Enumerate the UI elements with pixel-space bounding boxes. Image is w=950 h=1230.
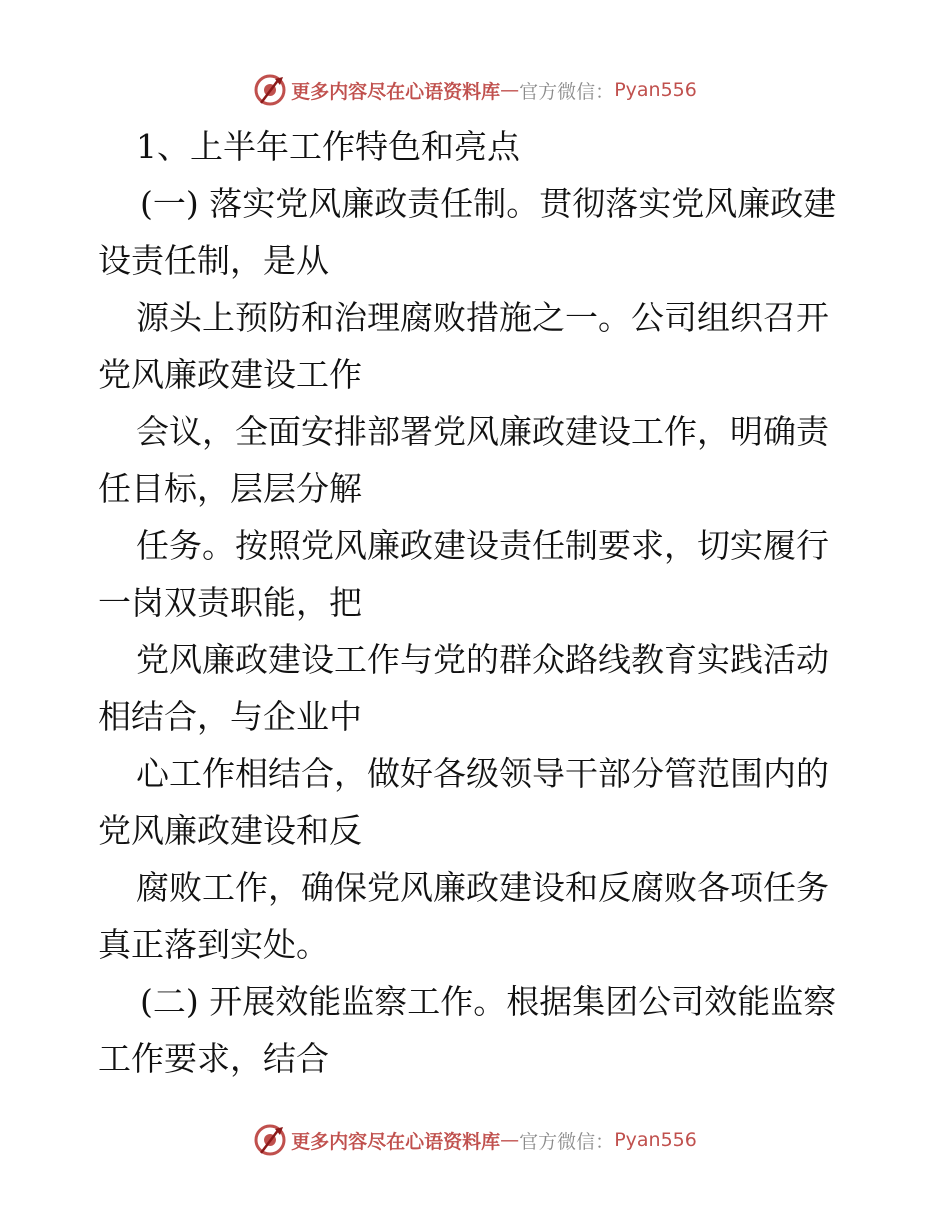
paragraph-line: (二) 开展效能监察工作。根据集团公司效能监察 [140, 982, 837, 1021]
paragraph-line: 真正落到实处。 [98, 925, 329, 964]
banner-official-label: 官方微信： [519, 1130, 615, 1153]
paragraph-line: 腐败工作，确保党风廉政建设和反腐败各项任务 [136, 868, 829, 907]
paragraph-line: 一岗双责职能，把 [98, 583, 362, 622]
quill-logo-icon [253, 73, 287, 107]
paragraph-line: 心工作相结合，做好各级领导干部分管范围内的 [136, 754, 829, 793]
banner-dash: — [500, 79, 520, 101]
header-banner [0, 70, 950, 110]
paragraph-line: 相结合，与企业中 [98, 697, 362, 736]
paragraph-line: 任目标，层层分解 [98, 469, 362, 508]
banner-official-label: 官方微信： [519, 80, 615, 103]
banner-lead-text: 更多内容尽在心语资料库 [291, 80, 501, 103]
paragraph-line: 党风廉政建设工作与党的群众路线教育实践活动 [136, 640, 829, 679]
document-body [98, 118, 858, 1087]
paragraph-line: 党风廉政建设工作 [98, 355, 362, 394]
banner-wechat-handle: Pyan556 [614, 79, 697, 101]
paragraph-line: 党风廉政建设和反 [98, 811, 362, 850]
paragraph-line: 设责任制，是从 [98, 241, 329, 280]
paragraph-line: 源头上预防和治理腐败措施之一。公司组织召开 [136, 298, 829, 337]
footer-banner [0, 1120, 950, 1160]
paragraph-line: 工作要求，结合 [98, 1039, 329, 1078]
quill-logo-icon [253, 1123, 287, 1157]
section-heading: 1、上半年工作特色和亮点 [136, 127, 520, 166]
banner-wechat-handle: Pyan556 [614, 1129, 697, 1151]
paragraph-line: (一) 落实党风廉政责任制。贯彻落实党风廉政建 [140, 184, 837, 223]
paragraph-line: 任务。按照党风廉政建设责任制要求，切实履行 [136, 526, 829, 565]
banner-dash: — [500, 1129, 520, 1151]
paragraph-line: 会议，全面安排部署党风廉政建设工作，明确责 [136, 412, 829, 451]
banner-lead-text: 更多内容尽在心语资料库 [291, 1130, 501, 1153]
